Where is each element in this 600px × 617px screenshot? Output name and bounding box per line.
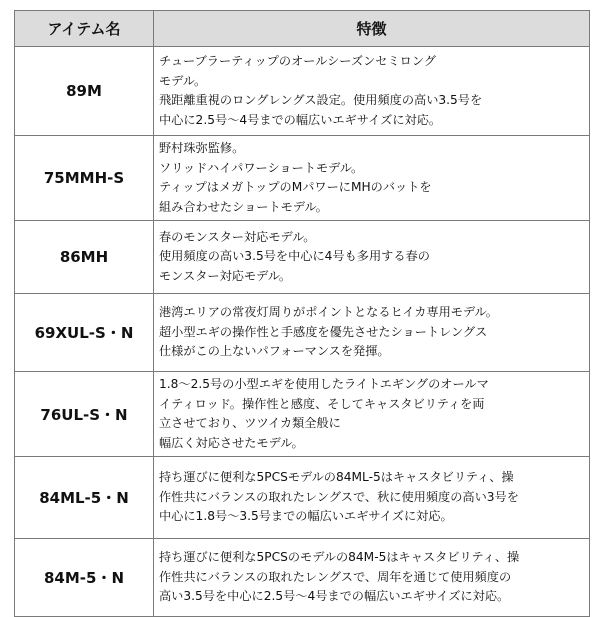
feature-line: 高い3.5号を中心に2.5号〜4号までの幅広いエギサイズに対応。	[159, 589, 510, 604]
feature-line: 春のモンスター対応モデル。	[159, 229, 316, 244]
feature-line: 超小型エギの操作性と手感度を優先させたショートレングス	[159, 324, 488, 339]
item-name: 84M-5・N	[15, 539, 154, 617]
item-name: 86MH	[15, 221, 154, 294]
feature-line: 幅広く対応させたモデル。	[159, 435, 304, 450]
feature-line: 作性共にバランスの取れたレングスで、周年を通じて使用頻度の	[159, 569, 512, 584]
feature-line: チューブラーティップのオールシーズンセミロング	[159, 54, 436, 68]
feature-line: モデル。	[159, 73, 207, 88]
header-feature: 特徴	[154, 11, 590, 47]
item-name: 75MMH-S	[15, 136, 154, 221]
feature-line: 作性共にバランスの取れたレングスで、秋に使用頻度の高い3号を	[159, 489, 519, 504]
table-row	[15, 221, 590, 294]
item-feature	[154, 221, 590, 294]
item-feature	[154, 136, 590, 221]
feature-line: 港湾エリアの常夜灯周りがポイントとなるヒイカ専用モデル。	[159, 305, 498, 320]
item-feature	[154, 539, 590, 617]
item-name: 89M	[15, 47, 154, 136]
feature-line: 野村珠弥監修。	[159, 141, 245, 155]
spec-table-container	[14, 10, 589, 617]
feature-line: 持ち運びに便利な5PCSモデルの84ML-5はキャスタビリティ、操	[159, 470, 514, 485]
feature-line: ティップはメガトップのMパワーにMHのバットを	[159, 180, 432, 194]
item-name: 69XUL-S・N	[15, 294, 154, 372]
item-name: 84ML-5・N	[15, 457, 154, 539]
feature-line: 1.8〜2.5号の小型エギを使用したライトエギングのオールマ	[159, 377, 489, 391]
item-feature	[154, 457, 590, 539]
feature-line: イティロッド。操作性と感度、そしてキャスタビリティを両	[159, 396, 485, 411]
feature-line: ソリッドハイパワーショートモデル。	[159, 160, 364, 175]
item-feature	[154, 372, 590, 457]
table-row	[15, 136, 590, 221]
feature-line: 中心に2.5号〜4号までの幅広いエギサイズに対応。	[159, 112, 442, 127]
feature-line: 使用頻度の高い3.5号を中心に4号も多用する春の	[159, 249, 430, 264]
feature-line: 立させており、ツツイカ類全般に	[159, 416, 341, 430]
feature-line: 中心に1.8号〜3.5号までの幅広いエギサイズに対応。	[159, 509, 453, 524]
table-row	[15, 47, 590, 136]
feature-line: 飛距離重視のロングレングス設定。使用頻度の高い3.5号を	[159, 93, 483, 107]
item-feature	[154, 47, 590, 136]
header-item-name: アイテム名	[15, 11, 154, 47]
item-feature	[154, 294, 590, 372]
header-row	[15, 11, 590, 47]
feature-line: モンスター対応モデル。	[159, 268, 292, 283]
feature-line: 持ち運びに便利な5PCSのモデルの84M-5はキャスタビリティ、操	[159, 550, 520, 565]
feature-line: 仕様がこの上ないパフォーマンスを発揮。	[159, 344, 390, 359]
spec-table	[14, 10, 590, 617]
table-row	[15, 294, 590, 372]
table-row	[15, 457, 590, 539]
table-row	[15, 372, 590, 457]
feature-line: 組み合わせたショートモデル。	[159, 199, 328, 214]
item-name: 76UL-S・N	[15, 372, 154, 457]
table-row	[15, 539, 590, 617]
